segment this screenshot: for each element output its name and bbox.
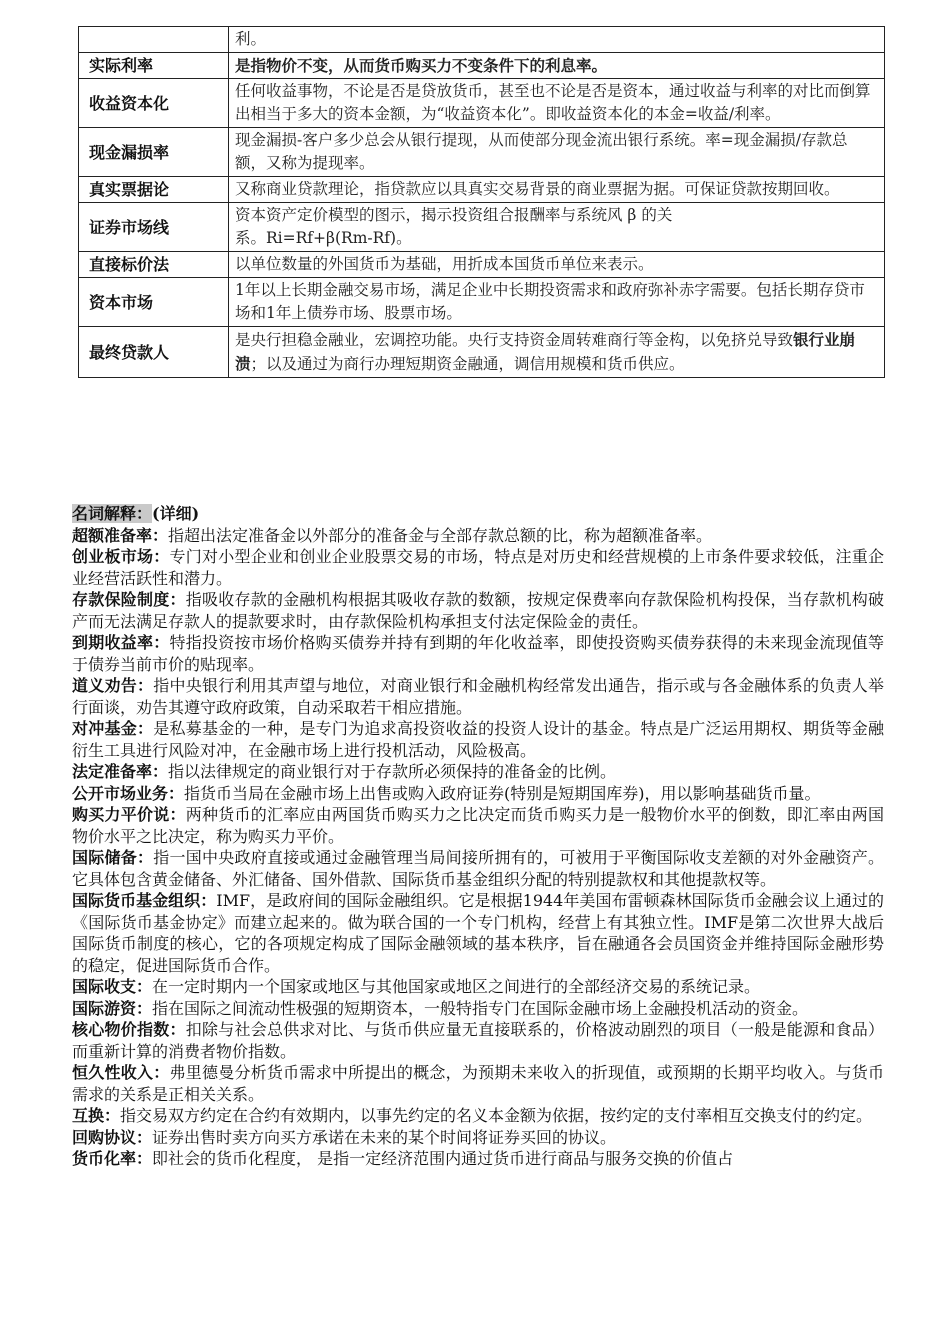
glossary-term: 货币化率：	[72, 1149, 153, 1168]
glossary-term: 互换：	[72, 1106, 121, 1125]
glossary-entry	[72, 675, 884, 718]
heading-note: (详细)	[152, 504, 200, 523]
glossary-definition: 证券出售时卖方向买方承诺在未来的某个时间将证券买回的协议。	[152, 1127, 617, 1147]
term-cell: 收益资本化	[79, 79, 229, 128]
glossary-term: 国际货币基金组织：	[72, 891, 217, 910]
glossary-definition: 弗里德曼分析货币需求中所提出的概念，为预期未来收入的折现值，或预期的长期平均收入。与货币需求的关系是正相关关系。	[72, 1063, 884, 1104]
table-row	[79, 252, 885, 278]
glossary-term: 恒久性收入：	[72, 1063, 170, 1082]
glossary-definition: 即社会的货币化程度， 是指一定经济范围内通过货币进行商品与服务交换的价值占	[152, 1149, 734, 1168]
table-row	[79, 27, 885, 53]
table-row	[79, 79, 885, 128]
glossary-entry	[72, 804, 884, 847]
glossary-definition: 扣除与社会总供求对比、与货币供应量无直接联系的，价格波动剧烈的项目（一般是能源和食品）而重新计算的消费者物价指数。	[72, 1020, 884, 1061]
glossary-entry	[72, 783, 884, 805]
glossary-definition: 指交易双方约定在合约有效期内，以事先约定的名义本金额为依据，按约定的支付率相互交换支付的约定。	[120, 1106, 873, 1125]
definition-cell: 利。	[229, 27, 885, 53]
glossary-definition: IMF，是政府间的国际金融组织。它是根据1944年美国布雷顿森林国际货币金融会议上通过的《国际货币基金协定》而建立起来的。做为联合国的一个专门机构，经营上有其独立性。IMF是第二次世界大战后国际货币制度的核心，它的各项规定构成了国际金融领域的基本秩序，旨在融通各会员国资金并维持国际金融形势的稳定，促进国际货币合作。	[72, 891, 884, 975]
definition-text: ；以及通过为商行办理短期资金融通，调信用规模和货币供应。	[250, 355, 685, 373]
section-heading	[72, 503, 884, 525]
glossary-entry	[72, 1127, 884, 1149]
glossary-entry	[72, 525, 884, 547]
glossary-term: 对冲基金：	[72, 719, 154, 738]
glossary-entry	[72, 589, 884, 632]
glossary-entry	[72, 1105, 884, 1127]
glossary-entry	[72, 847, 884, 890]
definitions-table	[78, 26, 885, 378]
table-row	[79, 278, 885, 327]
glossary-term: 购买力平价说：	[72, 805, 186, 824]
term-cell: 资本市场	[79, 278, 229, 327]
glossary-entry	[72, 546, 884, 589]
glossary-term: 回购协议：	[72, 1127, 153, 1147]
table-row	[79, 177, 885, 203]
definition-text: 是央行担稳金融业，宏调控功能。央行支持资金周转难商行等金构，以免挤兑导致	[235, 331, 794, 349]
glossary-definition: 两种货币的汇率应由两国货币购买力之比决定而货币购买力是一般物价水平的倒数，即汇率由两国物价水平之比决定，称为购买力平价。	[72, 805, 884, 846]
table-row	[79, 53, 885, 79]
glossary-term: 到期收益率：	[72, 633, 170, 652]
glossary-section	[72, 503, 884, 1170]
glossary-term: 公开市场业务：	[72, 783, 185, 803]
heading-highlight: 名词解释：	[72, 504, 153, 523]
glossary-entry	[72, 1019, 884, 1062]
glossary-entry	[72, 1062, 884, 1105]
definition-cell: 以单位数量的外国货币为基础，用折成本国货币单位来表示。	[229, 252, 885, 278]
term-cell: 真实票据论	[79, 177, 229, 203]
glossary-term: 超额准备率：	[72, 525, 169, 545]
definition-cell	[229, 203, 885, 252]
glossary-term: 道义劝告：	[72, 676, 154, 695]
term-cell	[79, 27, 229, 53]
glossary-entry	[72, 890, 884, 976]
glossary-term: 国际收支：	[72, 977, 153, 996]
glossary-term: 核心物价指数：	[72, 1020, 186, 1039]
definition-cell: 现金漏损-客户多少总会从银行提现，从而使部分现金流出银行系统。率=现金漏损/存款总额，又称为提现率。	[229, 128, 885, 177]
term-cell: 证券市场线	[79, 203, 229, 252]
glossary-entry	[72, 998, 884, 1020]
glossary-definition: 指超出法定准备金以外部分的准备金与全部存款总额的比，称为超额准备率。	[168, 525, 713, 545]
term-cell: 最终贷款人	[79, 327, 229, 378]
glossary-definition: 特指投资按市场价格购买债券并持有到期的年化收益率，即使投资购买债券获得的未来现金流现值等于债券当前市价的贴现率。	[72, 633, 884, 674]
definition-cell: 是指物价不变，从而货币购买力不变条件下的利息率。	[229, 53, 885, 79]
glossary-definition: 指吸收存款的金融机构根据其吸收存款的数额，按规定保费率向存款保险机构投保，当存款机构破产而无法满足存款人的提款要求时，由存款保险机构承担支付法定保险金的责任。	[72, 590, 884, 631]
definition-cell: 1年以上长期金融交易市场，满足企业中长期投资需求和政府弥补赤字需要。包括长期存贷市场和1年上债券市场、股票市场。	[229, 278, 885, 327]
glossary-term: 法定准备率：	[72, 762, 169, 781]
glossary-definition: 指以法律规定的商业银行对于存款所必须保持的准备金的比例。	[168, 762, 617, 781]
glossary-term: 创业板市场：	[72, 547, 170, 566]
glossary-term: 国际储备：	[72, 848, 154, 867]
glossary-definition: 指在国际之间流动性极强的短期资本，一般特指专门在国际金融市场上金融投机活动的资金。	[152, 998, 809, 1018]
glossary-entry	[72, 761, 884, 783]
term-cell: 实际利率	[79, 53, 229, 79]
glossary-entry	[72, 1148, 884, 1170]
definition-cell: 任何收益事物，不论是否是贷放货币，甚至也不论是否是资本，通过收益与利率的对比而倒算出相当于多大的资本金额，为“收益资本化”。即收益资本化的本金=收益/利率。	[229, 79, 885, 128]
glossary-term: 存款保险制度：	[72, 590, 186, 609]
definition-cell: 又称商业贷款理论，指贷款应以具真实交易背景的商业票据为据。可保证贷款按期回收。	[229, 177, 885, 203]
glossary-definition: 指货币当局在金融市场上出售或购入政府证券(特别是短期国库券)，用以影响基础货币量。	[184, 783, 821, 803]
glossary-definition: 专门对小型企业和创业企业股票交易的市场，特点是对历史和经营规模的上市条件要求较低，注重企业经营活跃性和潜力。	[72, 547, 884, 588]
glossary-entry	[72, 976, 884, 998]
definition-line: 资本资产定价模型的图示，揭示投资组合报酬率与系统风 β 的关	[235, 206, 673, 224]
glossary-definition: 指中央银行利用其声望与地位，对商业银行和金融机构经常发出通告，指示或与各金融体系的负责人举行面谈，劝告其遵守政府政策，自动采取若干相应措施。	[72, 676, 884, 717]
definition-emphasis: 银行业崩溃	[235, 330, 856, 373]
term-cell: 直接标价法	[79, 252, 229, 278]
glossary-definition: 是私募基金的一种，是专门为追求高投资收益的投资人设计的基金。特点是广泛运用期权、期货等金融衍生工具进行风险对冲，在金融市场上进行投机活动，风险极高。	[72, 719, 884, 760]
glossary-definition: 在一定时期内一个国家或地区与其他国家或地区之间进行的全部经济交易的系统记录。	[152, 977, 761, 996]
glossary-entry	[72, 718, 884, 761]
definition-cell	[229, 327, 885, 378]
definition-line: 系。Ri=Rf+β(Rm-Rf)。	[235, 229, 412, 247]
glossary-entry	[72, 632, 884, 675]
table-row	[79, 327, 885, 378]
glossary-definition: 指一国中央政府直接或通过金融管理当局间接所拥有的，可被用于平衡国际收支差额的对外金融资产。它具体包含黄金储备、外汇储备、国外借款、国际货币基金组织分配的特别提款权和其他提款权等。	[72, 848, 884, 889]
table-row	[79, 128, 885, 177]
term-cell: 现金漏损率	[79, 128, 229, 177]
glossary-term: 国际游资：	[72, 998, 153, 1018]
table-row	[79, 203, 885, 252]
glossary-entries	[72, 525, 884, 1170]
